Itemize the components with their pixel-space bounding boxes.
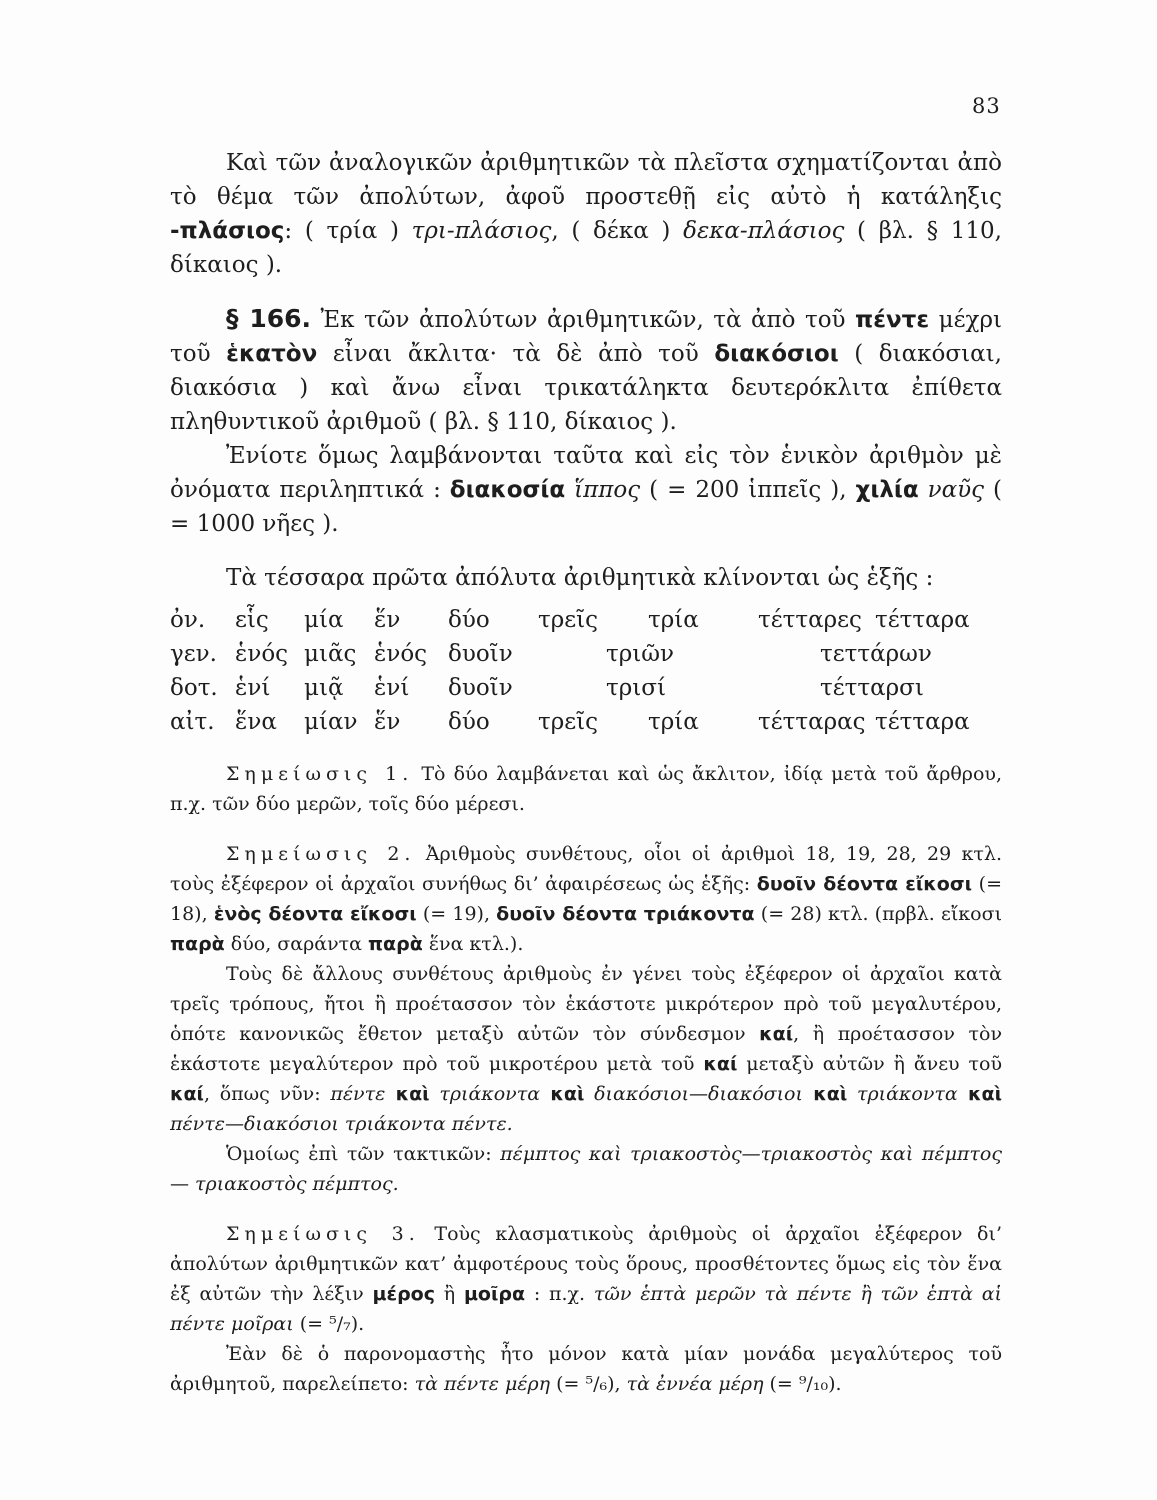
bold-term: ἑκατὸν <box>226 341 318 367</box>
bold-term: παρὰ <box>368 933 423 955</box>
bold-term: καί <box>170 1083 204 1105</box>
example-word: δεκα-πλάσιος <box>683 218 845 244</box>
text: , ἢ προέτασσον τὸν ἑκάστοτε μεγαλύτερον πρὸ τοῦ μικροτέρου μετὰ τοῦ <box>170 1023 1002 1075</box>
example-word: τὰ πέντε μέρη <box>414 1373 551 1395</box>
paragraph-collective-nouns <box>170 439 1002 541</box>
bold-term: καί <box>759 1023 794 1045</box>
table-cell: τεττάρων <box>820 641 932 667</box>
text: Ὁμοίως ἐπὶ τῶν τακτικῶν: <box>226 1143 501 1165</box>
bold-term: χιλία <box>855 477 919 503</box>
paragraph-analogical-numerals <box>170 146 1002 282</box>
case-label: ὀν. <box>170 607 206 633</box>
table-cell: τρία <box>648 709 699 735</box>
table-cell: τέτταρας <box>758 709 866 735</box>
text: Καὶ τῶν ἀναλογικῶν ἀριθμητικῶν τὰ πλεῖστα σχηματίζονται ἀπὸ τὸ θέμα τῶν ἀπολύτων, ἀφοῦ προστεθῇ εἰς αὐτὸ ἡ κατάληξις <box>170 150 1002 210</box>
table-cell: μίαν <box>304 709 358 735</box>
note-2-ordinals <box>170 1139 1002 1199</box>
bold-term: καὶ <box>802 1083 848 1105</box>
example-word: πέντε—διακόσιοι τριάκοντα πέντε. <box>170 1113 513 1135</box>
table-cell: τρεῖς <box>538 709 599 735</box>
table-cell: ἕν <box>374 709 401 735</box>
text: , ( δέκα ) <box>551 218 684 244</box>
note-3-denominator <box>170 1339 1002 1399</box>
bold-term: μοῖρα <box>463 1283 526 1305</box>
bold-term: μέρος <box>372 1283 435 1305</box>
text: ἢ <box>435 1283 464 1305</box>
table-cell: τρία <box>648 607 699 633</box>
table-cell: ἑνός <box>374 641 428 667</box>
bold-term: δυοῖν δέοντα εἴκοσι <box>756 873 973 895</box>
table-cell: ἑνί <box>235 675 271 701</box>
example-word: τὰ ἐννέα μέρη <box>626 1373 764 1395</box>
note-label: Σημείωσις 2. <box>226 843 416 865</box>
table-row <box>170 637 1002 671</box>
text: ἕνα κτλ.). <box>422 933 524 955</box>
example-word: ναῦς <box>918 477 985 503</box>
example-word: διακόσιοι—διακόσιοι <box>584 1083 803 1105</box>
case-label: αἰτ. <box>170 709 215 735</box>
text: (= ⁹/₁₀). <box>763 1373 842 1395</box>
table-cell: δύο <box>448 709 490 735</box>
table-cell: ἑνί <box>374 675 410 701</box>
table-cell: μιᾷ <box>304 675 344 701</box>
example-word: τρι-πλάσιος <box>411 218 552 244</box>
text: , ὅπως νῦν: <box>203 1083 331 1105</box>
declension-table <box>170 603 1002 739</box>
text: (= ⁵/₇). <box>293 1313 365 1335</box>
bold-term: καὶ <box>540 1083 585 1105</box>
text: ( διακόσιαι, διακόσια ) καὶ ἄνω εἶναι τρικατάληκτα δευτερόκλιτα ἐπίθετα πληθυντικοῦ ἀριθμοῦ ( βλ. § 110, δίκαιος ). <box>170 341 1002 435</box>
bold-term: παρὰ <box>170 933 225 955</box>
text: δύο, σαράντα <box>224 933 369 955</box>
note-3 <box>170 1219 1002 1339</box>
example-word: τῶν ἑπτὰ μερῶν τὰ πέντε ἢ τῶν ἑπτὰ αἱ πέντε μοῖραι <box>170 1283 1002 1335</box>
table-cell: τρεῖς <box>538 607 599 633</box>
table-cell: δύο <box>448 607 490 633</box>
text: ( = 1000 νῆες ). <box>170 477 1002 537</box>
table-cell: εἷς <box>235 607 269 633</box>
note-label: Σημείωσις 3. <box>226 1223 420 1245</box>
text: μέχρι τοῦ <box>170 307 1002 367</box>
text: (= 19), <box>416 903 497 925</box>
table-cell: τρισί <box>606 675 666 701</box>
suffix-term: -πλάσιος <box>170 218 285 244</box>
bold-term: πέντε <box>855 307 930 333</box>
text: Ἐκ τῶν ἀπολύτων ἀριθμητικῶν, τὰ ἀπὸ τοῦ <box>311 307 856 333</box>
text: Τὸ δύο λαμβάνεται καὶ ὡς ἄκλιτον, ἰδίᾳ μετὰ τοῦ ἄρθρου, π.χ. τῶν δύο μερῶν, τοῖς δύο μέρεσι. <box>170 763 1002 815</box>
table-cell: ἕν <box>374 607 401 633</box>
table-cell: τέτταρες <box>758 607 862 633</box>
case-label: δοτ. <box>170 675 218 701</box>
page-body <box>170 146 1002 1399</box>
example-word: ἵππος <box>565 477 641 503</box>
text: Τοὺς δὲ ἄλλους συνθέτους ἀριθμοὺς ἐν γένει τοὺς ἐξέφερον οἱ ἀρχαῖοι κατὰ τρεῖς τρόπους, ἤτοι ἢ προέτασσον τὸν ἑκάστοτε μικρότερον πρὸ τοῦ μεγαλυτέρου, ὁπότε κανονικῶς ἔθετον μεταξὺ αὐτῶν τὸν σύνδεσμον <box>170 963 1002 1045</box>
note-1 <box>170 759 1002 819</box>
text: : π.χ. <box>525 1283 594 1305</box>
bold-term: διακόσιοι <box>714 341 839 367</box>
table-cell: μία <box>304 607 344 633</box>
text: Ἐὰν δὲ ὁ παρονομαστὴς ἦτο μόνον κατὰ μίαν μονάδα μεγαλύτερος τοῦ ἀριθμητοῦ, παρελείπετο: <box>170 1343 1002 1395</box>
note-label: Σημείωσις 1. <box>226 763 414 785</box>
bold-term: δυοῖν δέοντα τριάκοντα <box>496 903 755 925</box>
text: Ἐνίοτε ὅμως λαμβάνονται ταῦτα καὶ εἰς τὸν ἑνικὸν ἀριθμὸν μὲ ὀνόματα περιληπτικά : <box>170 443 1002 503</box>
bold-term: καὶ <box>385 1083 430 1105</box>
table-cell: δυοῖν <box>448 675 513 701</box>
declension-intro: Τὰ τέσσαρα πρῶτα ἀπόλυτα ἀριθμητικὰ κλίνονται ὡς ἑξῆς : <box>226 565 934 591</box>
table-cell: τέτταρα <box>875 607 970 633</box>
section-166 <box>170 302 1002 439</box>
table-row <box>170 603 1002 637</box>
example-word: τριάκοντα <box>847 1083 958 1105</box>
example-word: πέμπτος καὶ τριακοστὸς—τριακοστὸς καὶ πέμπτος — τριακοστὸς πέμπτος. <box>170 1143 1002 1195</box>
table-cell: τέτταρσι <box>820 675 924 701</box>
table-cell: ἑνός <box>235 641 289 667</box>
text: ( βλ. § 110, δίκαιος ). <box>170 218 1002 278</box>
note-2-compounds <box>170 959 1002 1139</box>
text: Ἀριθμοὺς συνθέτους, οἷοι οἱ ἀριθμοὶ 18, 19, 28, 29 κτλ. τοὺς ἐξέφερον οἱ ἀρχαῖοι συνήθως δι’ ἀφαιρέσεως ὡς ἑξῆς: <box>170 843 1002 895</box>
table-row <box>170 671 1002 705</box>
table-cell: ἕνα <box>235 709 277 735</box>
table-cell: δυοῖν <box>448 641 513 667</box>
text: μεταξὺ αὐτῶν ἢ ἄνευ τοῦ <box>737 1053 1002 1075</box>
text: (= ⁵/₆), <box>550 1373 627 1395</box>
bold-term: διακοσία <box>449 477 566 503</box>
example-word: πέντε <box>330 1083 386 1105</box>
table-cell: τέτταρα <box>875 709 970 735</box>
case-label: γεν. <box>170 641 217 667</box>
note-2 <box>170 839 1002 959</box>
table-row <box>170 705 1002 739</box>
text: ( = 200 ἱππεῖς ), <box>640 477 856 503</box>
bold-term: καὶ <box>957 1083 1003 1105</box>
table-cell: τριῶν <box>606 641 675 667</box>
text: εἶναι ἄκλιτα· τὰ δὲ ἀπὸ τοῦ <box>317 341 715 367</box>
text: (= 28) κτλ. (πρβλ. εἴκοσι <box>754 903 1003 925</box>
text: (= 18), <box>170 873 1003 925</box>
table-cell: μιᾶς <box>304 641 357 667</box>
text: Τοὺς κλασματικοὺς ἀριθμοὺς οἱ ἀρχαῖοι ἐξέφερον δι’ ἀπολύτων ἀριθμητικῶν κατ’ ἀμφοτέρους τοὺς ὅρους, προσθέτοντες ὅμως εἰς τὸν ἕνα ἐξ αὐτῶν τὴν λέξιν <box>170 1223 1002 1305</box>
text: : ( τρία ) <box>284 218 412 244</box>
page-number: 83 <box>972 94 1001 118</box>
bold-term: ἑνὸς δέοντα εἴκοσι <box>213 903 417 925</box>
bold-term: καί <box>703 1053 738 1075</box>
example-word: τριάκοντα <box>429 1083 541 1105</box>
section-heading: § 166. <box>226 304 312 333</box>
